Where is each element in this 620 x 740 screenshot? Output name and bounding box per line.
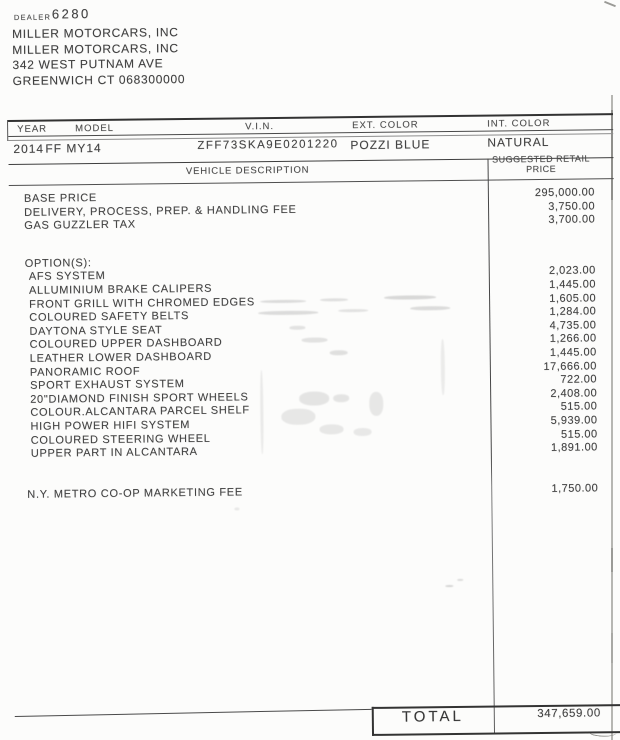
description-band-underline (9, 178, 614, 186)
dealer-number: 6280 (51, 6, 91, 22)
scan-artifact (319, 424, 343, 434)
vehicle-year: 2014 (13, 141, 45, 156)
address-line: MILLER MOTORCARS, INC (12, 40, 179, 57)
vehicle-int-color: NATURAL (487, 134, 550, 150)
line-item-amount: 3,700.00 (548, 213, 596, 227)
line-item-label: GAS GUZZLER TAX (24, 218, 136, 233)
line-item-label: COLOURED UPPER DASHBOARD (29, 336, 223, 352)
scan-artifact (369, 392, 383, 416)
suggested-retail-line: SUGGESTED RETAIL (492, 153, 590, 165)
footer-rule-line (15, 708, 372, 716)
address-line: MILLER MOTORCARS, INC (11, 25, 179, 41)
line-item-label: AFS SYSTEM (28, 270, 106, 284)
line-item-label: COLOUR.ALCANTARA PARCEL SHELF (30, 404, 250, 420)
line-item-row (12, 483, 616, 503)
line-item-amount: 4,735.00 (549, 319, 597, 332)
table-left-border-segment (7, 120, 8, 141)
suggested-retail-price-header (487, 154, 594, 175)
line-item-amount: 1,891.00 (550, 441, 598, 454)
line-item-label: COLOURED SAFETY BELTS (29, 310, 190, 324)
line-item-amount: 2,023.00 (548, 264, 596, 278)
address-line: GREENWICH CT 068300000 (12, 72, 186, 89)
line-item-label: DAYTONA STYLE SEAT (29, 324, 163, 338)
column-header-int-color: INT. COLOR (487, 117, 551, 130)
line-item-amount: 2,408.00 (550, 387, 598, 400)
line-item-label: COLOURED STEERING WHEEL (30, 432, 211, 447)
options-heading: OPTION(S): (24, 256, 92, 270)
line-item-amount: 5,939.00 (550, 414, 598, 427)
column-header-ext-color: EXT. COLOR (352, 119, 419, 132)
line-item-amount: 515.00 (560, 427, 598, 441)
line-item-label: DELIVERY, PROCESS, PREP. & HANDLING FEE (24, 203, 297, 219)
line-item-amount: 1,750.00 (551, 482, 599, 495)
line-item-label: 20"DIAMOND FINISH SPORT WHEELS (30, 391, 249, 406)
line-item-label: PANORAMIC ROOF (29, 365, 141, 379)
vehicle-vin: ZFF73SKA9E0201220 (197, 138, 339, 152)
dealer-label: DEALER (13, 12, 52, 22)
line-item-amount (488, 252, 614, 253)
scan-artifact (234, 507, 239, 510)
vehicle-model: FF MY14 (45, 140, 102, 156)
line-items (9, 187, 616, 503)
scan-artifact (281, 409, 315, 425)
line-item-amount: 1,445.00 (549, 346, 597, 359)
scan-artifact (299, 391, 329, 405)
line-item-label: HIGH POWER HIFI SYSTEM (30, 418, 191, 433)
line-item-label: LEATHER LOWER DASHBOARD (29, 350, 212, 365)
scan-artifact (445, 585, 453, 587)
scan-artifact (330, 350, 348, 355)
column-header-vin: V.I.N. (245, 121, 275, 133)
scan-artifact (457, 579, 463, 581)
column-header-model: MODEL (75, 122, 114, 135)
line-item-label: UPPER PART IN ALCANTARA (30, 445, 198, 460)
total-box-bottom-border (372, 731, 620, 736)
line-item-label: FRONT GRILL WITH CHROMED EDGES (29, 295, 255, 311)
column-header-year: YEAR (17, 123, 48, 135)
line-item-label: ALLUMINIUM BRAKE CALIPERS (28, 282, 213, 297)
scan-artifact (333, 394, 349, 402)
price-line: PRICE (526, 163, 557, 174)
line-item-label: BASE PRICE (23, 192, 98, 205)
scan-artifact (354, 428, 372, 436)
line-item-amount: 1,284.00 (549, 305, 597, 319)
line-item-amount: 1,266.00 (549, 332, 597, 346)
line-item-label: SPORT EXHAUST SYSTEM (29, 378, 185, 392)
dealer-address-block (12, 25, 185, 90)
vehicle-description-header: VEHICLE DESCRIPTION (185, 164, 310, 178)
line-item-amount: 3,750.00 (548, 199, 596, 213)
line-item-label: N.Y. METRO CO-OP MARKETING FEE (27, 486, 243, 501)
line-item-amount: 722.00 (560, 373, 598, 386)
total-label: TOTAL (401, 707, 464, 726)
line-item-amount: 515.00 (560, 400, 598, 414)
address-line: 342 WEST PUTNAM AVE (12, 56, 164, 73)
scan-artifact (289, 326, 305, 330)
line-item-amount: 1,605.00 (549, 291, 597, 305)
line-item-amount: 295,000.00 (534, 186, 595, 200)
total-amount: 347,659.00 (537, 707, 601, 721)
line-item-amount: 1,445.00 (549, 278, 596, 291)
line-item-amount: 17,666.00 (543, 359, 597, 373)
vehicle-ext-color: POZZI BLUE (350, 137, 431, 153)
